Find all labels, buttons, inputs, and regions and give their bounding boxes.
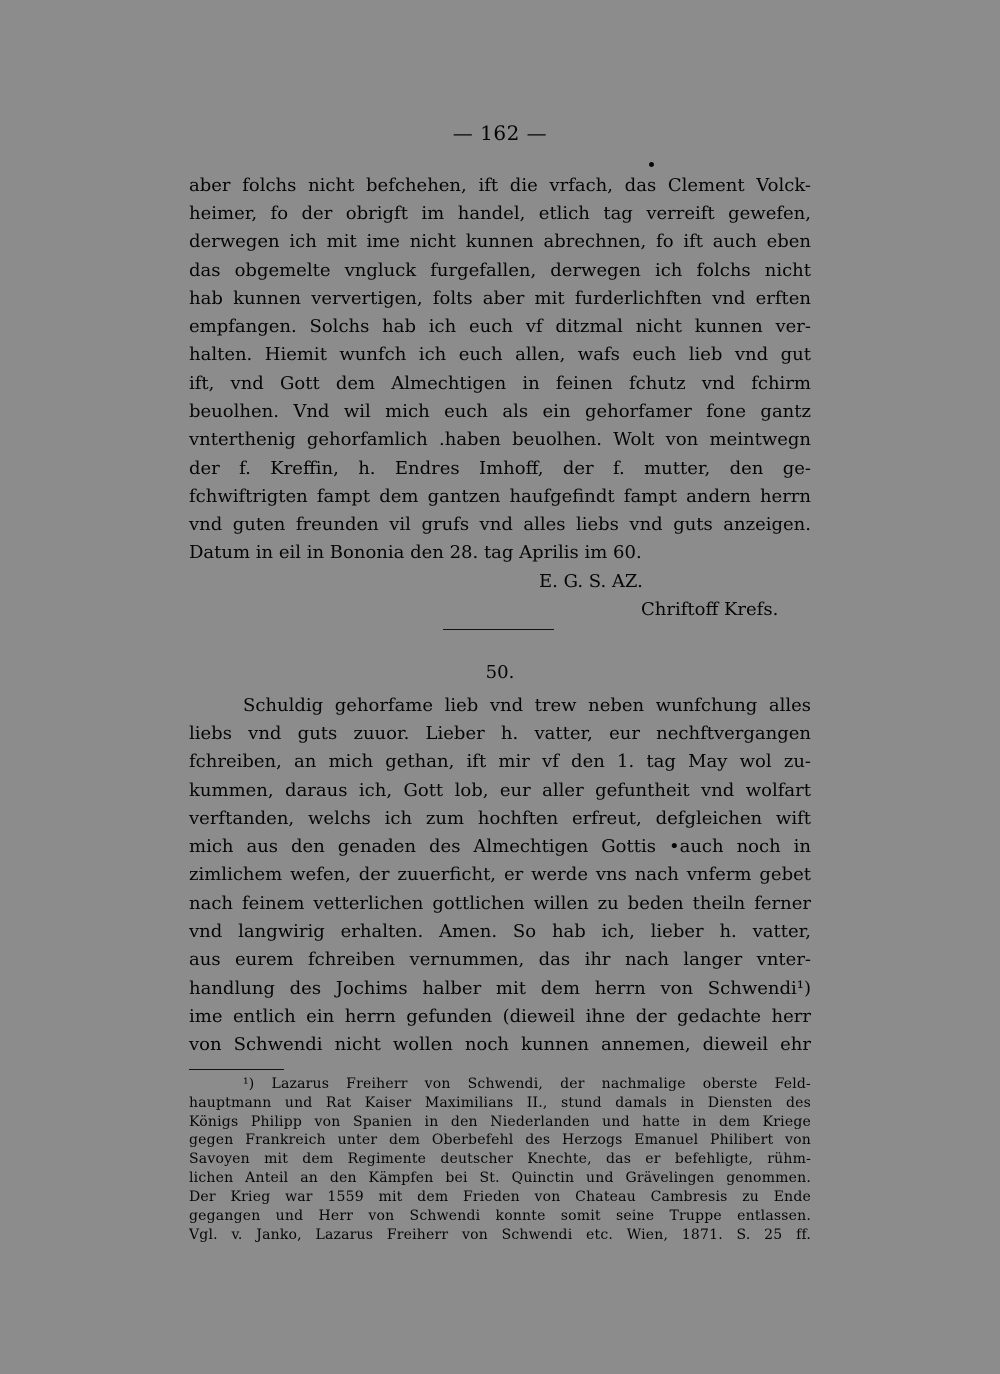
footnote-line: Savoyen mit dem Regimente deutscher Knechte, das er befehligte, rühm- xyxy=(189,1151,811,1167)
body-line: beuolhen. Vnd wil mich euch als ein gehorfamer fone gantz xyxy=(189,401,811,422)
section-line: verftanden, welchs ich zum hochften erfreut, defgleichen wift xyxy=(189,808,811,829)
section-line: fchreiben, an mich gethan, ift mir vf den 1. tag May wol zu- xyxy=(189,751,811,772)
section-line: nach feinem vetterlichen gottlichen willen zu beden theiln ferner xyxy=(189,893,811,914)
footnote-line: gegen Frankreich unter dem Oberbefehl des Herzogs Emanuel Philibert von xyxy=(189,1132,811,1148)
footnote-rule xyxy=(189,1069,284,1070)
signature-name: Chriftoff Krefs. xyxy=(641,599,779,620)
body-line: hab kunnen ververtigen, folts aber mit furderlichften vnd erften xyxy=(189,288,811,309)
section-line: zimlichem wefen, der zuuerficht, er werde vns nach vnferm gebet xyxy=(189,864,811,885)
section-line: ime entlich ein herrn gefunden (dieweil ihne der gedachte herr xyxy=(189,1006,811,1027)
footnote-line: hauptmann und Rat Kaiser Maximilians II., stund damals in Diensten des xyxy=(189,1095,811,1111)
body-line: ift, vnd Gott dem Almechtigen in feinen fchutz vnd fchirm xyxy=(189,373,811,394)
body-line: halten. Hiemit wunfch ich euch allen, wafs euch lieb vnd gut xyxy=(189,344,811,365)
page-number: — 162 — xyxy=(452,121,548,145)
body-line: das obgemelte vngluck furgefallen, derwegen ich folchs nicht xyxy=(189,260,811,281)
body-line: der f. Kreffin, h. Endres Imhoff, der f. mutter, den ge- xyxy=(189,458,811,479)
footnote-line: gegangen und Herr von Schwendi konnte somit seine Truppe entlassen. xyxy=(189,1208,811,1224)
body-line: vnterthenig gehorfamlich .haben beuolhen. Wolt von meintwegn xyxy=(189,429,811,450)
section-line: handlung des Jochims halber mit dem herrn von Schwendi¹) xyxy=(189,978,811,999)
section-line: liebs vnd guts zuuor. Lieber h. vatter, eur nechftvergangen xyxy=(189,723,811,744)
section-number: 50. xyxy=(485,662,515,683)
body-line: fchwiftrigten fampt dem gantzen haufgefindt fampt andern herrn xyxy=(189,486,811,507)
body-line: Datum in eil in Bononia den 28. tag Aprilis im 60. xyxy=(189,542,642,563)
section-line: Schuldig gehorfame lieb vnd trew neben wunfchung alles xyxy=(243,695,811,716)
section-line: mich aus den genaden des Almechtigen Gottis •auch noch in xyxy=(189,836,811,857)
footnote-line: lichen Anteil an den Kämpfen bei St. Quinctin und Grävelingen genommen. xyxy=(189,1170,811,1186)
body-line: aber folchs nicht befchehen, ift die vrfach, das Clement Volck- xyxy=(189,175,811,196)
body-line: empfangen. Solchs hab ich euch vf ditzmal nicht kunnen ver- xyxy=(189,316,811,337)
signature-initials: E. G. S. AZ. xyxy=(539,571,643,592)
section-line: aus eurem fchreiben vernummen, das ihr nach langer vnter- xyxy=(189,949,811,970)
footnote-line: Der Krieg war 1559 mit dem Frieden von Chateau Cambresis zu Ende xyxy=(189,1189,811,1205)
body-line: vnd guten freunden vil grufs vnd alles liebs vnd guts anzeigen. xyxy=(189,514,811,535)
footnote-line: Vgl. v. Janko, Lazarus Freiherr von Schwendi etc. Wien, 1871. S. 25 ff. xyxy=(189,1227,811,1243)
section-divider xyxy=(443,629,554,630)
section-line: von Schwendi nicht wollen noch kunnen annemen, dieweil ehr xyxy=(189,1034,811,1055)
body-line: derwegen ich mit ime nicht kunnen abrechnen, fo ift auch eben xyxy=(189,231,811,252)
section-line: kummen, daraus ich, Gott lob, eur aller gefuntheit vnd wolfart xyxy=(189,780,811,801)
section-line: vnd langwirig erhalten. Amen. So hab ich, lieber h. vatter, xyxy=(189,921,811,942)
footnote-line: ¹) Lazarus Freiherr von Schwendi, der nachmalige oberste Feld- xyxy=(243,1076,811,1092)
body-line: heimer, fo der obrigft im handel, etlich tag verreift gewefen, xyxy=(189,203,811,224)
footnote-line: Königs Philipp von Spanien in den Niederlanden und hatte in dem Kriege xyxy=(189,1114,811,1130)
print-dot xyxy=(649,162,654,167)
